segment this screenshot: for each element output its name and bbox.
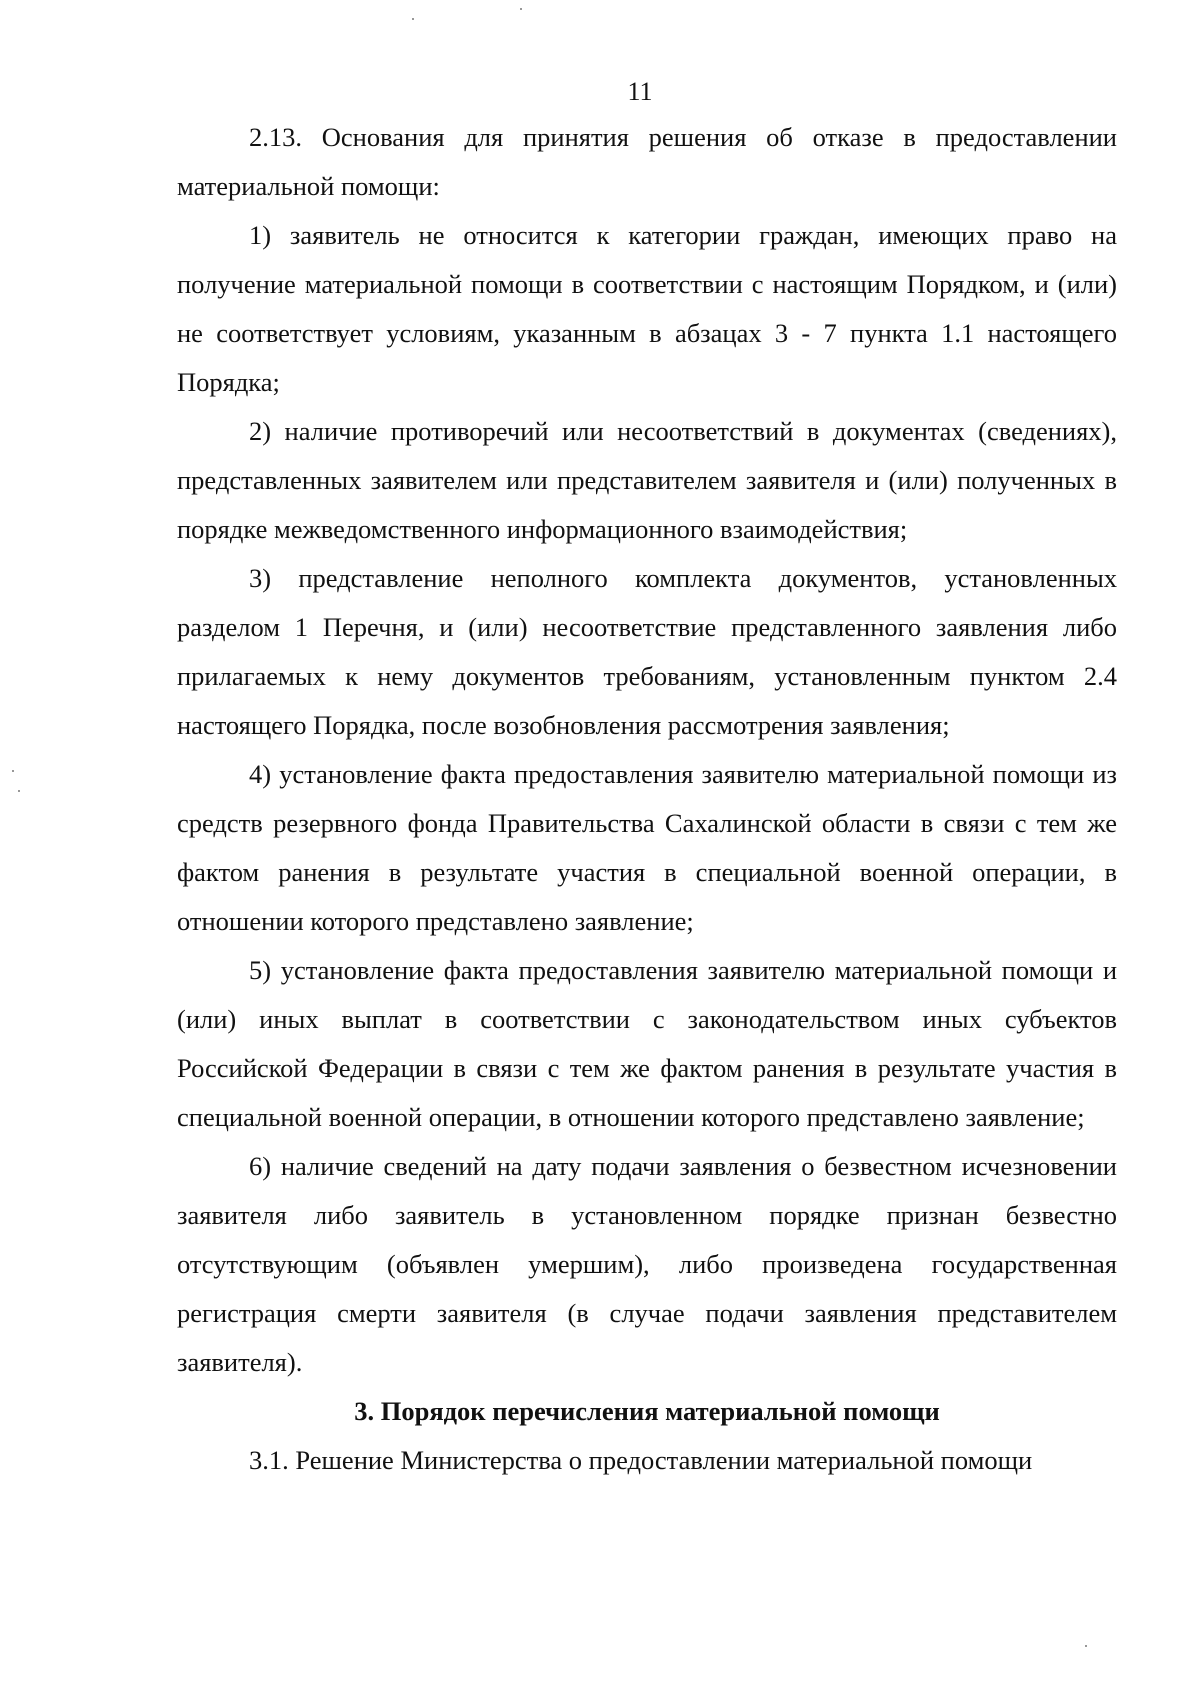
paragraph-2-13: 2.13. Основания для принятия решения об отказе в предоставлении материальной помощи: xyxy=(177,122,1117,201)
list-item-1: 1) заявитель не относится к категории граждан, имеющих право на получение материальной помощи в соответствии с настоящим Порядком, и (или) не соответствует условиям, указанным в абзацах 3 - 7 пункта 1.1 настоящего Порядка; xyxy=(177,220,1117,397)
scan-speck xyxy=(520,8,522,10)
paragraph-3-1: 3.1. Решение Министерства о предоставлении материальной помощи xyxy=(249,1445,1033,1475)
page-number: 11 xyxy=(627,77,653,106)
list-item-2: 2) наличие противоречий или несоответствий в документах (сведениях), представленных заявителем или представителем заявителя и (или) полученных в порядке межведомственного информационного взаимодействия; xyxy=(177,416,1117,544)
scan-speck xyxy=(412,18,414,20)
section-3-heading: 3. Порядок перечисления материальной помощи xyxy=(354,1396,940,1426)
scan-speck xyxy=(12,770,14,772)
scan-speck xyxy=(1085,1645,1087,1647)
document-body xyxy=(177,113,1117,1485)
list-item-4: 4) установление факта предоставления заявителю материальной помощи из средств резервного фонда Правительства Сахалинской области в связи с тем же фактом ранения в результате участия в специальной военной операции, в отношении которого представлено заявление; xyxy=(177,759,1117,936)
list-item-3: 3) представление неполного комплекта документов, установленных разделом 1 Перечня, и (или) несоответствие представленного заявления либо прилагаемых к нему документов требованиям, установленным пунктом 2.4 настоящего Порядка, после возобновления рассмотрения заявления; xyxy=(177,563,1117,740)
list-item-6: 6) наличие сведений на дату подачи заявления о безвестном исчезновении заявителя либо заявитель в установленном порядке признан безвестно отсутствующим (объявлен умершим), либо произведена государственная регистрация смерти заявителя (в случае подачи заявления представителем заявителя). xyxy=(177,1151,1117,1377)
scan-speck xyxy=(18,790,20,792)
list-item-5: 5) установление факта предоставления заявителю материальной помощи и (или) иных выплат в соответствии с законодательством иных субъектов Российской Федерации в связи с тем же фактом ранения в результате участия в специальной военной операции, в отношении которого представлено заявление; xyxy=(177,955,1117,1132)
